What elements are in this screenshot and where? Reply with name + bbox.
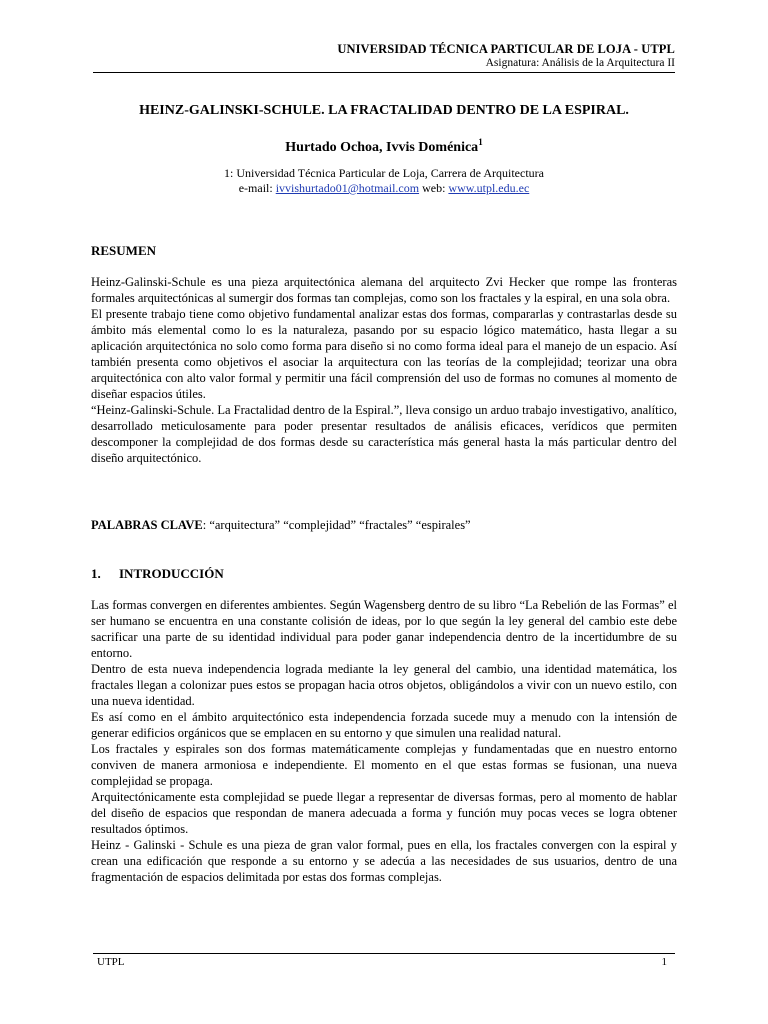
introduccion-heading (91, 566, 224, 582)
introduccion-paragraph: Las formas convergen en diferentes ambientes. Según Wagensberg dentro de su libro “La Rebelión de las Formas” el ser humano se encuentra en una constante colisión de ideas, por lo que según la ley general del cambio este debe sacrificar una parte de su identidad individual para poder ganar independencia dentro de la incertidumbre de su entorno. (91, 598, 677, 660)
header-divider (93, 72, 675, 73)
author-name: Hurtado Ochoa, Ivvis Doménica (285, 140, 479, 155)
keywords-label: PALABRAS CLAVE (91, 518, 203, 532)
introduccion-paragraph: Es así como en el ámbito arquitectónico esta independencia forzada sucede muy a menudo con la intensión de generar edificios orgánicos que se emplacen en su entorno y que simulen una realidad natural. (91, 710, 677, 740)
author-affiliation-marker: 1 (478, 137, 483, 147)
email-label: e-mail: (238, 181, 276, 195)
section-number: 1. (91, 566, 101, 581)
introduccion-paragraph: Los fractales y espirales son dos formas matemáticamente complejas y fundamentadas que en nuestro entorno conviven de manera armoniosa e independiente. El momento en el que estas formas se fusionan, una nueva complejidad se propaga. (91, 742, 677, 788)
page-number: 1 (661, 956, 667, 968)
resumen-paragraph: “Heinz-Galinski-Schule. La Fractalidad dentro de la Espiral.”, lleva consigo un arduo trabajo investigativo, analítico, desarrollado meticulosamente para poder presentar resultados de análisis eficaces, verídicos que permiten descomponer la complejidad de dos formas desde su característica más general hasta la más particular dentro del diseño arquitectónico. (91, 403, 677, 465)
header-university: UNIVERSIDAD TÉCNICA PARTICULAR DE LOJA - UTPL (337, 42, 675, 56)
introduccion-paragraph: Dentro de esta nueva independencia lograda mediante la ley general del cambio, una identidad matemática, los fractales llegan a colonizar pues estos se propagan hacia otros objetos, obligándolos a vivir con un nuevo estilo, con una nueva identidad. (91, 662, 677, 708)
web-link[interactable]: www.utpl.edu.ec (448, 181, 530, 195)
footer-institution: UTPL (97, 956, 125, 968)
email-link[interactable]: ivvishurtado01@hotmail.com (275, 181, 420, 195)
introduccion-paragraph: Heinz - Galinski - Schule es una pieza de gran valor formal, pues en ella, los fractales convergen con la espiral y crean una edificación que responde a su entorno y se adecúa a las necesidades de sus usuarios, dentro de una fragmentación de espacios delimitada por estas dos formas complejas. (91, 838, 677, 884)
keywords-line (91, 518, 471, 533)
footer-divider (93, 953, 675, 954)
paper-title: HEINZ-GALINSKI-SCHULE. LA FRACTALIDAD DENTRO DE LA ESPIRAL. (139, 103, 629, 118)
resumen-paragraph: Heinz-Galinski-Schule es una pieza arquitectónica alemana del arquitecto Zvi Hecker que rompe las fronteras formales arquitectónicas al sumergir dos formas tan complejas, como son los fractales y la espiral, en una sola obra. (91, 275, 677, 305)
section-title: INTRODUCCIÓN (119, 566, 224, 581)
header-subject: Asignatura: Análisis de la Arquitectura II (485, 57, 675, 69)
web-label: web: (419, 181, 449, 195)
resumen-heading: RESUMEN (91, 243, 157, 258)
resumen-paragraph: El presente trabajo tiene como objetivo fundamental analizar estas dos formas, compararlas y contrastarlas desde su ámbito más elemental como lo es la naturaleza, pasando por su espacio lógico matemático, hasta llegar a su aplicación arquitectónica no solo como forma para diseño si no como forma ideal para el manejo de un espacio. Así también presenta como objetivos el asociar la arquitectura con las teorías de la complejidad; teorizar una obra arquitectónica con alto valor formal y permitir una fácil comprensión del uso de formas no comunes al momento de diseñar espacios útiles. (91, 307, 677, 401)
introduccion-paragraph: Arquitectónicamente esta complejidad se puede llegar a representar de diversas formas, pero al momento de hablar del diseño de espacios que respondan de manera adecuada a forma y función muy pocas veces se logra obtener resultados óptimos. (91, 790, 677, 836)
affiliation-line: 1: Universidad Técnica Particular de Loja, Carrera de Arquitectura (224, 166, 544, 180)
author-line (0, 137, 768, 156)
introduccion-body (91, 597, 677, 885)
keywords-text: : “arquitectura” “complejidad” “fractales” “espirales” (202, 518, 471, 532)
resumen-body (91, 274, 677, 466)
contact-line (0, 181, 768, 196)
